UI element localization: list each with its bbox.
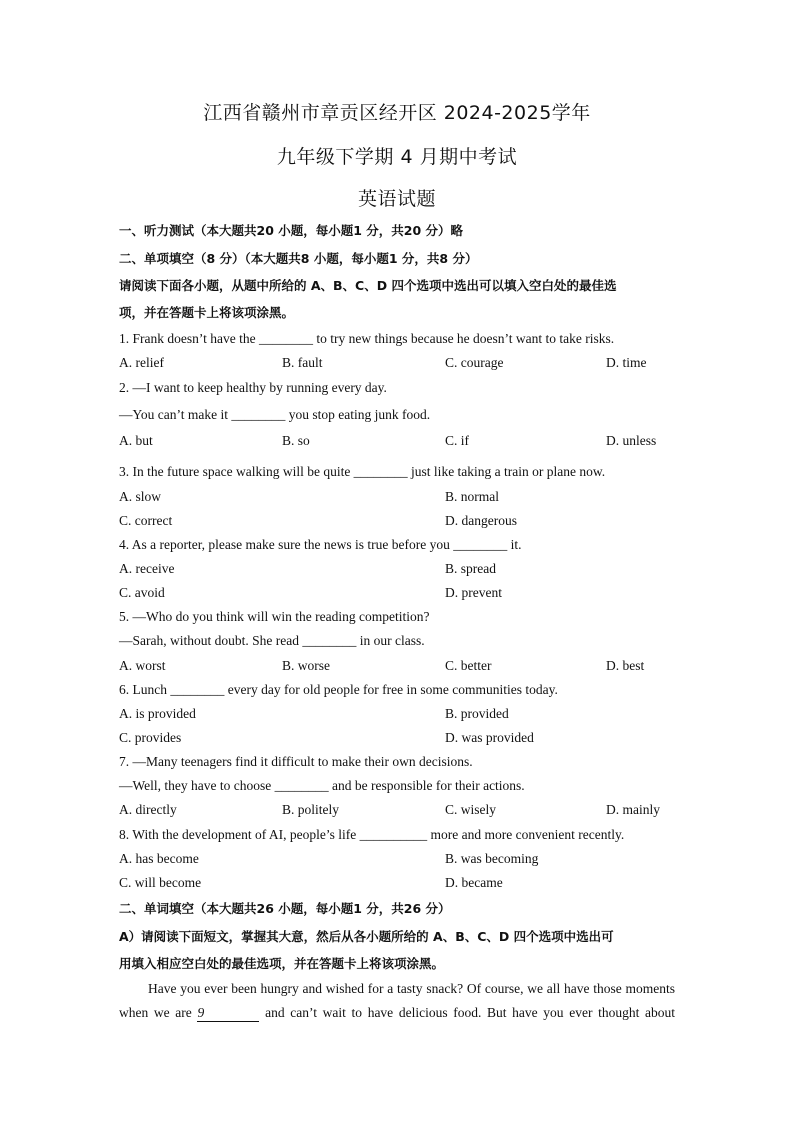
section-word-fill-heading: 二、单词填空（本大题共26 小题，每小题1 分，共26 分） <box>119 901 451 916</box>
question-2-option-a[interactable]: A. but <box>119 433 153 448</box>
question-7-stem-2: —Well, they have to choose ________ and be responsible for their actions. <box>119 778 525 793</box>
question-8-stem: 8. With the development of AI, people’s life __________ more and more convenient recently. <box>119 827 625 842</box>
question-5-option-c[interactable]: C. better <box>445 658 492 673</box>
question-2-option-d[interactable]: D. unless <box>606 433 657 448</box>
question-5-option-a[interactable]: A. worst <box>119 658 166 673</box>
passage-line-2-end: and can’t wait to have delicious food. But have you ever thought about <box>265 1005 675 1020</box>
question-3-stem: 3. In the future space walking will be quite ________ just like taking a train or plane now. <box>119 464 606 479</box>
question-6-option-d[interactable]: D. was provided <box>445 730 534 745</box>
question-3-option-d[interactable]: D. dangerous <box>445 513 517 528</box>
question-1-option-b[interactable]: B. fault <box>282 355 323 370</box>
question-4-option-c[interactable]: C. avoid <box>119 585 165 600</box>
question-8-option-d[interactable]: D. became <box>445 875 503 890</box>
question-2-option-b[interactable]: B. so <box>282 433 310 448</box>
question-6-option-b[interactable]: B. provided <box>445 706 509 721</box>
question-1-stem: 1. Frank doesn’t have the ________ to try new things because he doesn’t want to take risks. <box>119 331 615 346</box>
question-4-option-b[interactable]: B. spread <box>445 561 496 576</box>
question-7-option-d[interactable]: D. mainly <box>606 802 660 817</box>
question-2-stem-1: 2. —I want to keep healthy by running every day. <box>119 380 387 395</box>
question-5-option-d[interactable]: D. best <box>606 658 645 673</box>
question-1-option-a[interactable]: A. relief <box>119 355 164 370</box>
question-5-option-b[interactable]: B. worse <box>282 658 330 673</box>
passage-line-2-start: when we are <box>119 1005 192 1020</box>
question-3-option-c[interactable]: C. correct <box>119 513 173 528</box>
question-5-stem-2: —Sarah, without doubt. She read ________ in our class. <box>119 633 425 648</box>
question-1-option-d[interactable]: D. time <box>606 355 647 370</box>
question-6-option-a[interactable]: A. is provided <box>119 706 196 721</box>
section-listening-heading: 一、听力测试（本大题共20 小题，每小题1 分，共20 分）略 <box>119 223 464 238</box>
question-4-option-d[interactable]: D. prevent <box>445 585 502 600</box>
question-7-option-a[interactable]: A. directly <box>119 802 177 817</box>
question-7-option-c[interactable]: C. wisely <box>445 802 497 817</box>
question-7-option-b[interactable]: B. politely <box>282 802 339 817</box>
question-2-stem-2: —You can’t make it ________ you stop eating junk food. <box>119 407 431 422</box>
exam-title-line3: 英语试题 <box>357 188 436 210</box>
exam-title-line2: 九年级下学期 4 月期中考试 <box>276 146 518 168</box>
question-8-option-a[interactable]: A. has become <box>119 851 199 866</box>
instruction-line-2: 项，并在答题卡上将该项涂黑。 <box>119 305 295 320</box>
cloze-instruction-line-1: A）请阅读下面短文，掌握其大意，然后从各小题所给的 A、B、C、D 四个选项中选出可 <box>119 929 614 944</box>
question-5-stem-1: 5. —Who do you think will win the reading competition? <box>119 609 430 624</box>
question-7-stem-1: 7. —Many teenagers find it difficult to make their own decisions. <box>119 754 473 769</box>
question-2-option-c[interactable]: C. if <box>445 433 470 448</box>
exam-title-line1: 江西省赣州市章贡区经开区 2024-2025学年 <box>203 102 591 124</box>
question-3-option-b[interactable]: B. normal <box>445 489 499 504</box>
question-8-option-b[interactable]: B. was becoming <box>445 851 539 866</box>
question-6-stem: 6. Lunch ________ every day for old people for free in some communities today. <box>119 682 558 697</box>
instruction-line-1: 请阅读下面各小题，从题中所给的 A、B、C、D 四个选项中选出可以填入空白处的最佳选 <box>119 278 617 293</box>
passage-line-2 <box>119 1005 675 1022</box>
question-8-option-c[interactable]: C. will become <box>119 875 202 890</box>
cloze-instruction-line-2: 用填入相应空白处的最佳选项，并在答题卡上将该项涂黑。 <box>119 956 445 971</box>
section-single-choice-heading: 二、单项填空（8 分）（本大题共8 小题，每小题1 分，共8 分） <box>119 251 478 266</box>
passage-line-1: Have you ever been hungry and wished for a tasty snack? Of course, we all have those moments <box>148 981 675 996</box>
question-4-option-a[interactable]: A. receive <box>119 561 175 576</box>
cloze-blank-9[interactable]: 9 <box>197 1005 259 1022</box>
question-4-stem: 4. As a reporter, please make sure the news is true before you ________ it. <box>119 537 522 552</box>
question-6-option-c[interactable]: C. provides <box>119 730 182 745</box>
question-1-option-c[interactable]: C. courage <box>445 355 504 370</box>
question-3-option-a[interactable]: A. slow <box>119 489 162 504</box>
